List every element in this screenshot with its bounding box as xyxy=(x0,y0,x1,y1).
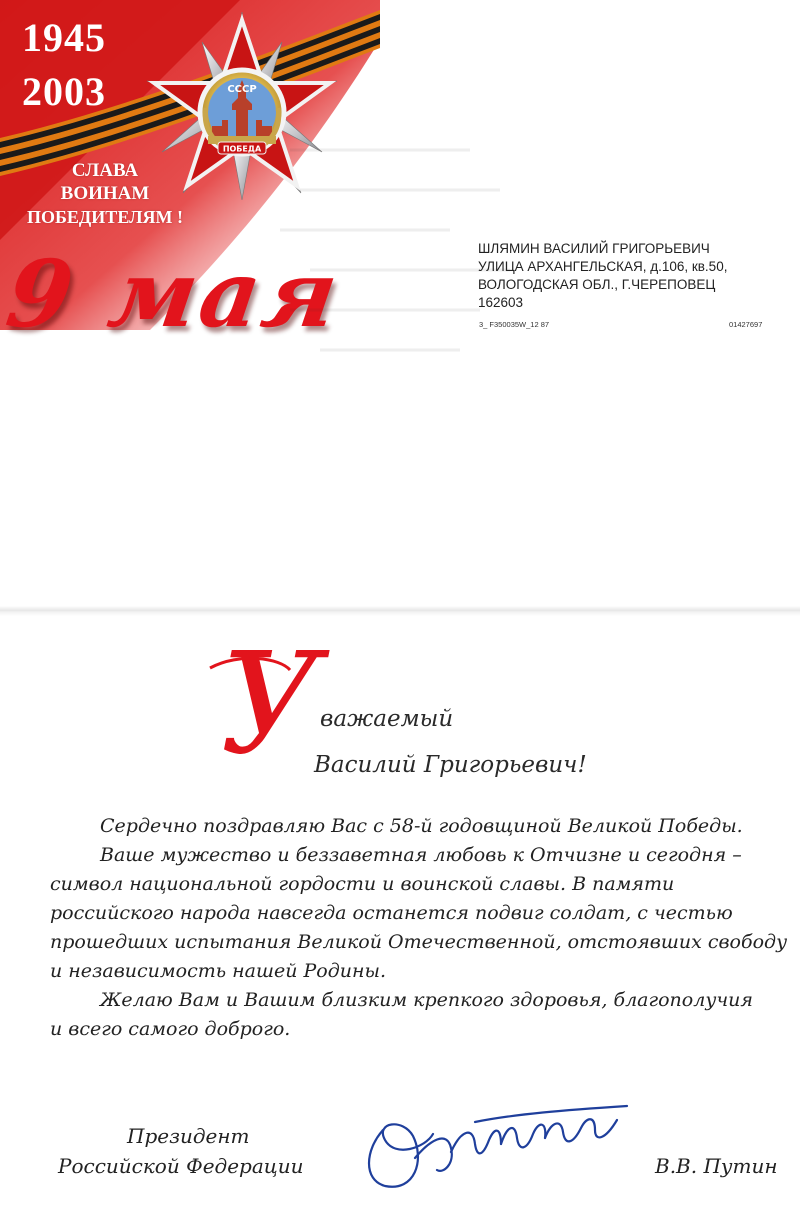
letter-line: Ваше мужество и беззаветная любовь к Отчизне и сегодня – xyxy=(100,844,742,866)
decorative-initial xyxy=(200,640,360,770)
recipient-address xyxy=(478,240,727,312)
handwritten-signature xyxy=(355,1100,635,1195)
date-title: 9 мая xyxy=(0,240,347,348)
medal-label-ribbon: ПОБЕДА xyxy=(222,144,262,154)
letter-line: Сердечно поздравляю Вас с 58-й годовщиной Великой Победы. xyxy=(100,815,743,837)
mailing-code-left: 3_ F350035W_12 87 xyxy=(479,320,550,329)
mailing-code-right: 01427697 xyxy=(729,320,763,329)
signer-title-line-2: Российской Федерации xyxy=(58,1154,304,1178)
year-end: 2003 xyxy=(22,69,106,114)
letter-line: прошедших испытания Великой Отечественной, отстоявших свободу xyxy=(50,931,788,953)
address-region: ВОЛОГОДСКАЯ ОБЛ., Г.ЧЕРЕПОВЕЦ xyxy=(478,277,716,292)
signer-name: В.В. Путин xyxy=(655,1154,778,1178)
letter-body xyxy=(50,812,800,1044)
salutation-word: важаемый xyxy=(320,706,454,732)
year-start: 1945 xyxy=(22,15,106,60)
slogan-line-3: ПОБЕДИТЕЛЯМ ! xyxy=(27,207,183,227)
address-name: ШЛЯМИН ВАСИЛИЙ ГРИГОРЬЕВИЧ xyxy=(478,241,710,256)
letter-line: Желаю Вам и Вашим близким крепкого здоровья, благополучия xyxy=(100,989,753,1011)
address-street: УЛИЦА АРХАНГЕЛЬСКАЯ, д.106, кв.50, xyxy=(478,259,728,274)
initial-letter: У xyxy=(220,640,322,770)
fold-line xyxy=(0,606,800,616)
letter-line: российского народа навсегда останется подвиг солдат, с честью xyxy=(50,902,733,924)
medal-label-top: СССР xyxy=(227,84,257,95)
signer-title-line-1: Президент xyxy=(127,1124,250,1148)
slogan-line-1: СЛАВА xyxy=(71,160,139,181)
slogan-line-2: ВОИНАМ xyxy=(60,183,150,204)
address-postcode: 162603 xyxy=(478,295,524,310)
letter-line: и независимость нашей Родины. xyxy=(50,960,387,982)
letter-line: символ национальной гордости и воинской славы. В памяти xyxy=(50,873,675,895)
salutation-name: Василий Григорьевич! xyxy=(314,752,587,778)
letter-line: и всего самого доброго. xyxy=(50,1018,291,1040)
